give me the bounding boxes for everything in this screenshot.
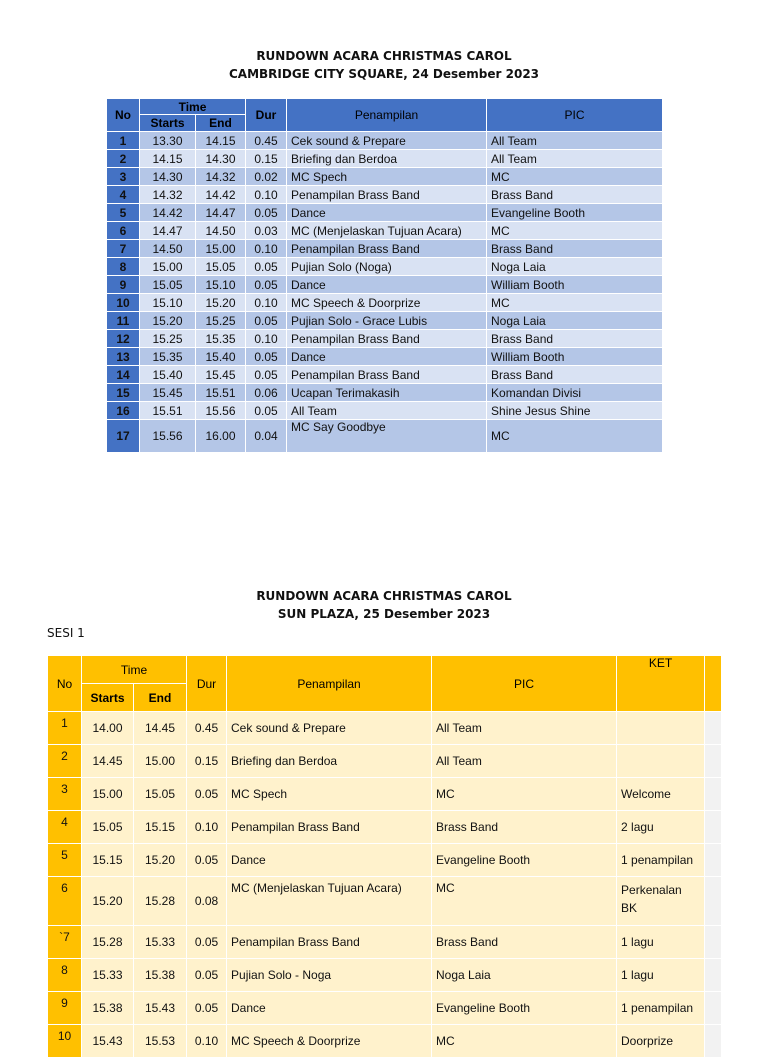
table-row [107,258,663,276]
table-row [107,384,663,402]
table-row [107,312,663,330]
performance: Cek sound & Prepare [227,712,432,745]
table-row [107,168,663,186]
note: 1 penampilan [617,992,705,1025]
duration: 0.05 [246,258,287,276]
row-spacer [705,844,722,877]
end-time: 14.45 [134,712,187,745]
start-time: 15.38 [82,992,134,1025]
start-time: 14.15 [140,150,196,168]
performance: Cek sound & Prepare [287,132,487,150]
start-time: 15.10 [140,294,196,312]
row-no: 10 [48,1025,82,1058]
header-dur: Dur [187,656,227,712]
end-time: 15.20 [134,844,187,877]
end-time: 15.40 [196,348,246,366]
start-time: 15.05 [140,276,196,294]
row-spacer [705,1025,722,1058]
pic: All Team [432,745,617,778]
duration: 0.05 [246,348,287,366]
duration: 0.02 [246,168,287,186]
duration: 0.05 [187,959,227,992]
row-no: 4 [48,811,82,844]
event1-heading [0,47,768,83]
start-time: 14.45 [82,745,134,778]
start-time: 15.25 [140,330,196,348]
end-time: 14.32 [196,168,246,186]
table-row [107,402,663,420]
header-time: Time [140,99,246,115]
header-ket: KET [617,656,705,712]
pic: Noga Laia [487,258,663,276]
row-spacer [705,877,722,926]
header-pic: PIC [432,656,617,712]
start-time: 15.20 [140,312,196,330]
note [617,712,705,745]
duration: 0.05 [187,992,227,1025]
performance: Pujian Solo - Noga [227,959,432,992]
note: 1 lagu [617,959,705,992]
table-row [48,877,722,926]
performance: Briefing dan Berdoa [227,745,432,778]
table-row [107,366,663,384]
table-row [48,811,722,844]
row-spacer [705,778,722,811]
duration: 0.05 [187,778,227,811]
header-starts: Starts [140,115,196,132]
pic: Brass Band [487,186,663,204]
event2-title: RUNDOWN ACARA CHRISTMAS CAROL [256,589,512,603]
pic: MC [432,877,617,926]
start-time: 15.33 [82,959,134,992]
header-starts: Starts [82,684,134,712]
table-row [107,186,663,204]
duration: 0.10 [246,186,287,204]
performance: Briefing dan Berdoa [287,150,487,168]
duration: 0.05 [246,312,287,330]
row-no: 13 [107,348,140,366]
table-row [107,204,663,222]
duration: 0.10 [246,294,287,312]
row-spacer [705,745,722,778]
row-no: 9 [48,992,82,1025]
pic: Noga Laia [487,312,663,330]
duration: 0.05 [246,366,287,384]
pic: Evangeline Booth [487,204,663,222]
duration: 0.08 [187,877,227,926]
performance: MC Speech & Doorprize [227,1025,432,1058]
performance: MC (Menjelaskan Tujuan Acara) [227,877,432,926]
header-dur: Dur [246,99,287,132]
end-time: 14.15 [196,132,246,150]
event2-heading [0,587,768,623]
duration: 0.45 [246,132,287,150]
start-time: 15.05 [82,811,134,844]
event1-rundown-table [106,98,663,453]
pic: William Booth [487,276,663,294]
row-no: 3 [107,168,140,186]
header-penampilan: Penampilan [227,656,432,712]
note: Perkenalan BK [617,877,705,926]
end-time: 15.00 [196,240,246,258]
start-time: 15.20 [82,877,134,926]
performance: Penampilan Brass Band [287,330,487,348]
performance: MC (Menjelaskan Tujuan Acara) [287,222,487,240]
pic: Evangeline Booth [432,844,617,877]
event2-subtitle: SUN PLAZA, 25 Desember 2023 [277,607,491,621]
table-row [48,745,722,778]
performance: Dance [287,276,487,294]
start-time: 14.42 [140,204,196,222]
header-no: No [48,656,82,712]
performance: Dance [287,348,487,366]
performance: Dance [227,992,432,1025]
end-time: 16.00 [196,420,246,453]
row-no: 15 [107,384,140,402]
end-time: 15.20 [196,294,246,312]
pic: MC [487,294,663,312]
pic: MC [487,222,663,240]
row-spacer [705,712,722,745]
row-spacer [705,926,722,959]
table-row [107,150,663,168]
pic: Brass Band [432,811,617,844]
row-no: 3 [48,778,82,811]
end-time: 15.05 [196,258,246,276]
end-time: 14.47 [196,204,246,222]
row-no: 2 [107,150,140,168]
performance: MC Say Goodbye [287,420,487,453]
table-row [48,1025,722,1058]
row-no: 9 [107,276,140,294]
performance: Pujian Solo - Grace Lubis [287,312,487,330]
duration: 0.05 [246,204,287,222]
row-no: 17 [107,420,140,453]
start-time: 14.47 [140,222,196,240]
header-no: No [107,99,140,132]
performance: All Team [287,402,487,420]
row-no: 6 [48,877,82,926]
performance: MC Spech [227,778,432,811]
duration: 0.10 [187,1025,227,1058]
start-time: 15.43 [82,1025,134,1058]
header-end: End [196,115,246,132]
duration: 0.15 [246,150,287,168]
pic: Shine Jesus Shine [487,402,663,420]
row-no: 1 [48,712,82,745]
performance: Penampilan Brass Band [287,186,487,204]
pic: All Team [487,150,663,168]
end-time: 15.15 [134,811,187,844]
duration: 0.10 [246,240,287,258]
performance: Penampilan Brass Band [287,240,487,258]
duration: 0.03 [246,222,287,240]
table-row [107,276,663,294]
note [617,745,705,778]
start-time: 13.30 [140,132,196,150]
row-no: `7 [48,926,82,959]
note: 1 penampilan [617,844,705,877]
duration: 0.45 [187,712,227,745]
row-spacer [705,992,722,1025]
start-time: 14.00 [82,712,134,745]
pic: MC [432,1025,617,1058]
end-time: 15.10 [196,276,246,294]
row-no: 11 [107,312,140,330]
pic: William Booth [487,348,663,366]
event1-subtitle: CAMBRIDGE CITY SQUARE, 24 Desember 2023 [228,67,540,81]
header-spacer [705,656,722,712]
table-row [107,132,663,150]
row-no: 1 [107,132,140,150]
end-time: 15.56 [196,402,246,420]
duration: 0.10 [187,811,227,844]
performance: Dance [227,844,432,877]
duration: 0.15 [187,745,227,778]
table-row [48,778,722,811]
end-time: 14.50 [196,222,246,240]
end-time: 15.53 [134,1025,187,1058]
row-no: 7 [107,240,140,258]
note: 2 lagu [617,811,705,844]
performance: Penampilan Brass Band [227,811,432,844]
row-no: 4 [107,186,140,204]
pic: Brass Band [487,240,663,258]
pic: MC [432,778,617,811]
start-time: 15.40 [140,366,196,384]
duration: 0.05 [246,276,287,294]
start-time: 15.00 [82,778,134,811]
performance: Penampilan Brass Band [227,926,432,959]
table-row [107,348,663,366]
row-no: 6 [107,222,140,240]
row-no: 14 [107,366,140,384]
table-row [48,844,722,877]
pic: All Team [487,132,663,150]
start-time: 15.35 [140,348,196,366]
performance: Pujian Solo (Noga) [287,258,487,276]
note: 1 lagu [617,926,705,959]
table-row [48,712,722,745]
pic: MC [487,420,663,453]
pic: Evangeline Booth [432,992,617,1025]
event1-title: RUNDOWN ACARA CHRISTMAS CAROL [256,49,512,63]
end-time: 15.05 [134,778,187,811]
end-time: 15.00 [134,745,187,778]
session-label: SESI 1 [47,626,85,640]
pic: Brass Band [487,330,663,348]
row-no: 8 [107,258,140,276]
duration: 0.05 [246,402,287,420]
header-pic: PIC [487,99,663,132]
performance: MC Spech [287,168,487,186]
performance: Dance [287,204,487,222]
end-time: 15.43 [134,992,187,1025]
performance: MC Speech & Doorprize [287,294,487,312]
row-no: 12 [107,330,140,348]
table-row [107,294,663,312]
end-time: 14.30 [196,150,246,168]
table-row [107,240,663,258]
pic: Brass Band [487,366,663,384]
row-spacer [705,811,722,844]
pic: Komandan Divisi [487,384,663,402]
pic: Brass Band [432,926,617,959]
duration: 0.05 [187,926,227,959]
pic: All Team [432,712,617,745]
end-time: 15.25 [196,312,246,330]
start-time: 15.51 [140,402,196,420]
end-time: 15.51 [196,384,246,402]
start-time: 14.32 [140,186,196,204]
row-no: 16 [107,402,140,420]
note: Welcome [617,778,705,811]
pic: Noga Laia [432,959,617,992]
header-end: End [134,684,187,712]
event2-rundown-table [47,655,722,1058]
end-time: 15.28 [134,877,187,926]
note: Doorprize [617,1025,705,1058]
performance: Penampilan Brass Band [287,366,487,384]
performance: Ucapan Terimakasih [287,384,487,402]
table-row [48,992,722,1025]
end-time: 15.33 [134,926,187,959]
end-time: 15.35 [196,330,246,348]
start-time: 15.56 [140,420,196,453]
row-no: 2 [48,745,82,778]
table-row [107,222,663,240]
start-time: 14.50 [140,240,196,258]
duration: 0.04 [246,420,287,453]
header-penampilan: Penampilan [287,99,487,132]
end-time: 15.45 [196,366,246,384]
row-no: 8 [48,959,82,992]
table-row [48,959,722,992]
start-time: 14.30 [140,168,196,186]
end-time: 14.42 [196,186,246,204]
start-time: 15.45 [140,384,196,402]
end-time: 15.38 [134,959,187,992]
row-no: 5 [107,204,140,222]
row-no: 5 [48,844,82,877]
table-row [107,330,663,348]
pic: MC [487,168,663,186]
start-time: 15.15 [82,844,134,877]
start-time: 15.28 [82,926,134,959]
duration: 0.10 [246,330,287,348]
table-row [48,926,722,959]
row-no: 10 [107,294,140,312]
duration: 0.06 [246,384,287,402]
table-row [107,420,663,453]
row-spacer [705,959,722,992]
start-time: 15.00 [140,258,196,276]
duration: 0.05 [187,844,227,877]
header-time: Time [82,656,187,684]
